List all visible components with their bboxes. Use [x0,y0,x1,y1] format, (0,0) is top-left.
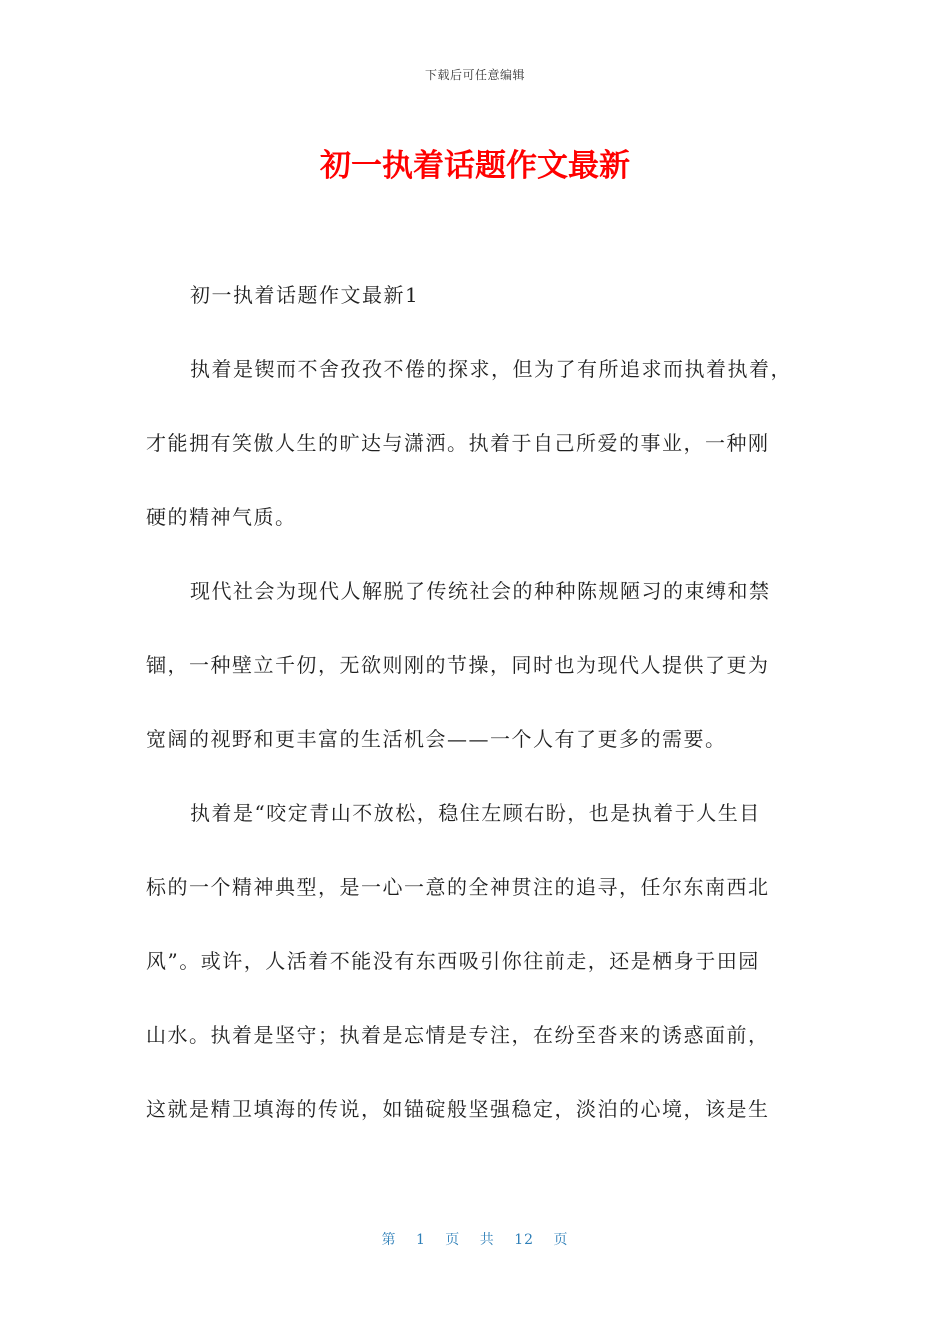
paragraph-line: 山水。执着是坚守；执着是忘情是专注，在纷至沓来的诱惑面前， [146,1023,770,1047]
paragraph-line: 执着是“咬定青山不放松，稳住左顾右盼，也是执着于人生目 [190,801,761,825]
paragraph-line: 宽阔的视野和更丰富的生活机会——一个人有了更多的需要。 [146,727,727,751]
header-note: 下载后可任意编辑 [424,68,525,82]
paragraph-line: 标的一个精神典型，是一心一意的全神贯注的追寻，任尔东南西北 [146,875,770,899]
paragraph-line: 现代社会为现代人解脱了传统社会的种种陈规陋习的束缚和禁 [190,579,771,603]
paragraph-line: 锢，一种壁立千仞，无欲则刚的节操，同时也为现代人提供了更为 [146,653,770,677]
paragraph-line: 执着是锲而不舍孜孜不倦的探求，但为了有所追求而执着执着， [190,357,792,381]
paragraph-line: 风”。或许，人活着不能没有东西吸引你往前走，还是栖身于田园 [146,949,760,973]
section-heading: 初一执着话题作文最新1 [190,283,420,307]
paragraph-line: 这就是精卫填海的传说，如锚碇般坚强稳定，淡泊的心境，该是生 [146,1097,770,1121]
page-number-footer: 第 1 页 共 12 页 [381,1232,569,1248]
paragraph-line: 才能拥有笑傲人生的旷达与潇洒。执着于自己所爱的事业，一种刚 [146,431,770,455]
paragraph-line: 硬的精神气质。 [146,505,297,529]
document-body [146,277,806,1128]
document-title: 初一执着话题作文最新 [320,148,630,184]
